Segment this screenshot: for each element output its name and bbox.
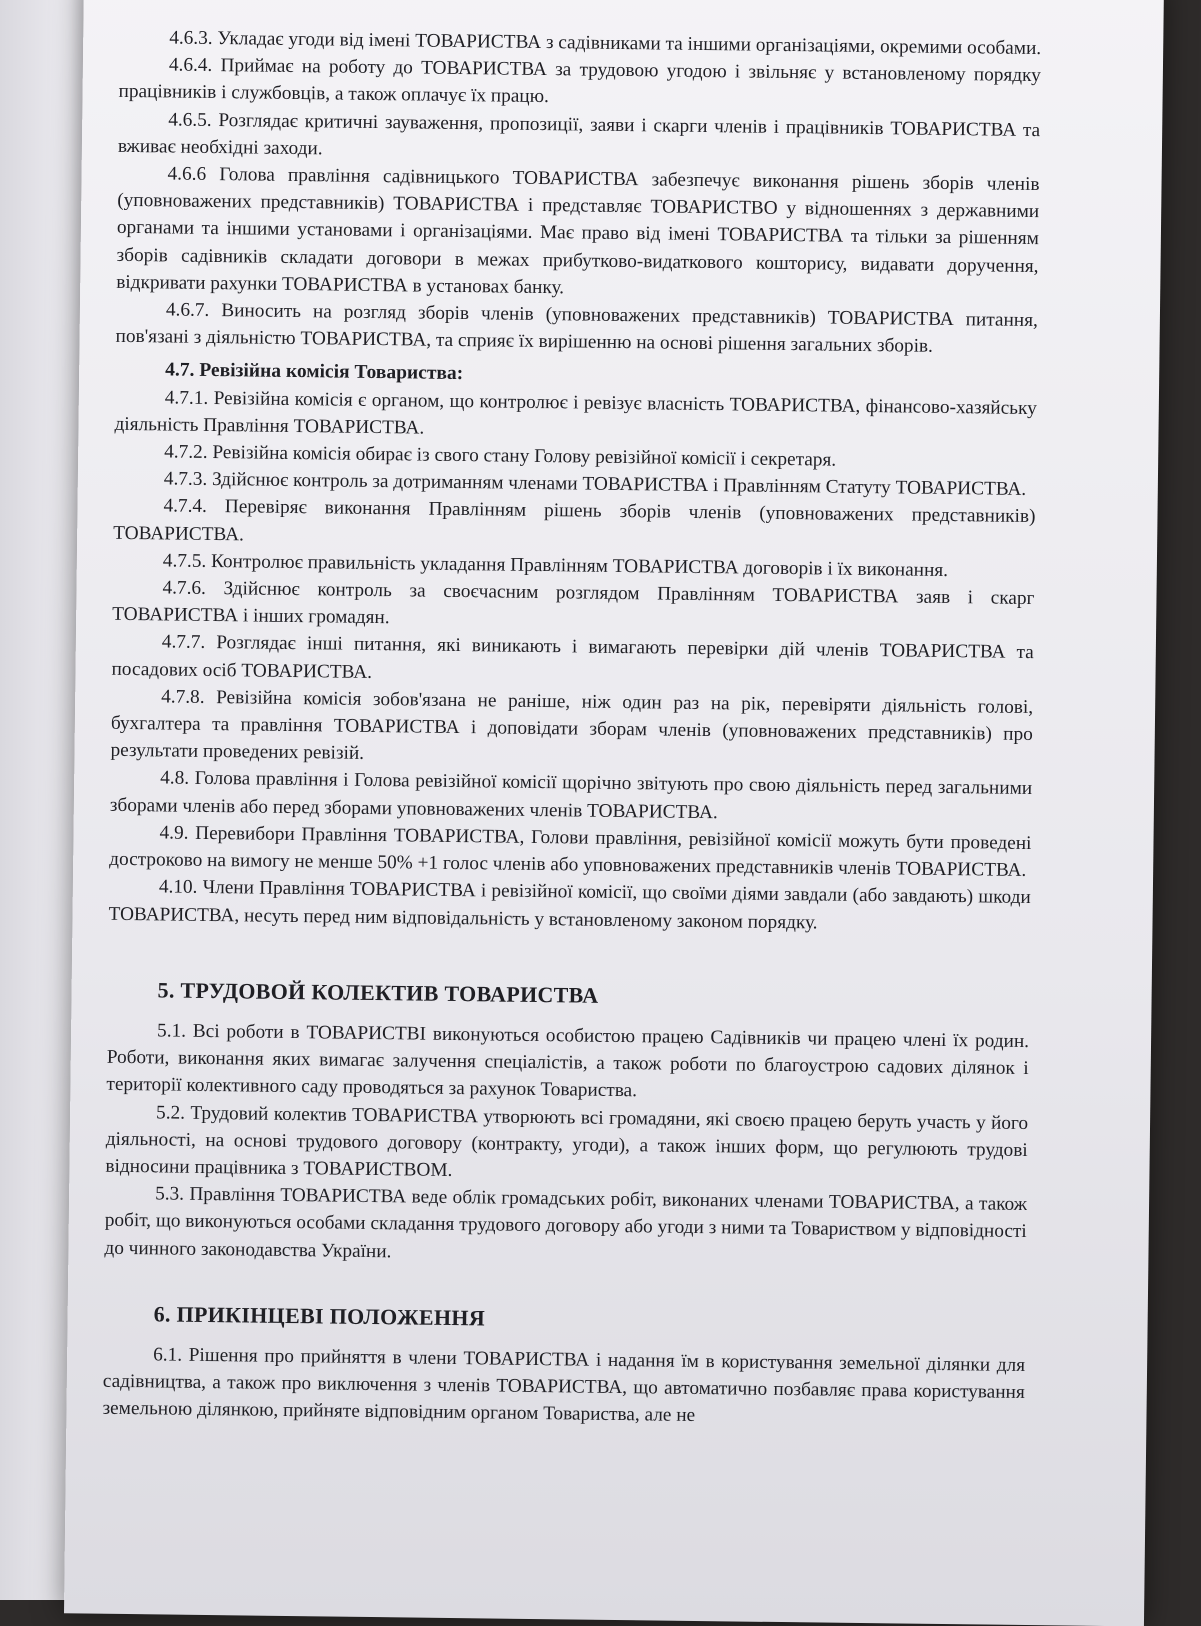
paragraph-5-1: 5.1. Всі роботи в ТОВАРИСТВІ виконуються особистою працею Садівників чи працею члені їх родин. Роботи, виконання яких вимагає залучення спеціалістів, а також роботи по благоустрою садових ділянок і території колективного саду проводяться за рахунок Товариства. (106, 1020, 1030, 1102)
paragraph-4-7-8: 4.7.8. Ревізійна комісія зобов'язана не раніше, ніж один раз на рік, перевіряти діяльність голові, бухгалтера та правління ТОВАРИСТВА і доповідати зборам членів (уповноважених представників) про результати проведених ревізій. (110, 686, 1034, 765)
paragraph-4-7-2: 4.7.2. Ревізійна комісія обирає із свого стану Голову ревізійної комісії і секретаря. (164, 441, 837, 471)
document-page (64, 0, 1164, 1626)
paragraph-4-7-5: 4.7.5. Контролює правильність укладання Правлінням ТОВАРИСТВА договорів і їх виконання. (162, 550, 949, 581)
paragraph-4-6-6: 4.6.6 Голова правління садівницького ТОВАРИСТВА забезпечує виконання рішень зборів членів (уповноважених представників) ТОВАРИСТВА і представляє ТОВАРИСТВО у відношеннях з державними органами та іншими установами і організаціями. Має право від імені ТОВАРИСТВА та тільки за рішенням зборів садівників складати договори в межах прибутково-видаткового кошторису, видавати доручення, відкривати рахунки ТОВАРИСТВА в установах банку. (116, 163, 1040, 299)
section-5-heading: 5. ТРУДОВОЙ КОЛЕКТИВ ТОВАРИСТВА (157, 977, 599, 1008)
paragraph-6-1: 6.1. Рішення про прийняття в члени ТОВАРИСТВА і надання їм в користування земельної ділянки для садівництва, а також про виключення з членів ТОВАРИСТВА, що автоматично позбавляє права користування земельною ділянкою, прийняте відповідним органом Товариства, але не (102, 1344, 1026, 1427)
paragraph-4-10: 4.10. Члени Правління ТОВАРИСТВА і ревізійної комісії, що своїми діями завдали (або завдають) шкоди ТОВАРИСТВА, несуть перед ним відповідальність у встановленому законом порядку. (108, 876, 1031, 933)
page-content (102, 24, 1041, 1434)
paragraph-4-6-3: 4.6.3. Укладає угоди від імені ТОВАРИСТВА з садівниками та іншими організаціями, окремими особами. (169, 27, 1042, 60)
paragraph-4-6-5: 4.6.5. Розглядає критичні зауваження, пропозиції, заяви і скарги членів і працівників ТОВАРИСТВА та вживає необхідні заходи. (117, 109, 1041, 160)
paragraph-5-2: 5.2. Трудовий колектив ТОВАРИСТВА утворюють всі громадяни, які своєю працею беруть участь у його діяльності, на основі трудового договору (контракту, угоди), а також інших форм, що регулюють трудові відносини працівника з ТОВАРИСТВОМ. (105, 1101, 1029, 1181)
section-6-heading: 6. ПРИКІНЦЕВІ ПОЛОЖЕННЯ (153, 1301, 486, 1331)
paragraph-4-7-6: 4.7.6. Здійснює контроль за своєчасним розглядом Правлінням ТОВАРИСТВА заяв і скарг ТОВАРИСТВА і інших громадян. (112, 577, 1035, 629)
paragraph-4-9: 4.9. Перевибори Правління ТОВАРИСТВА, Голови правління, ревізійної комісії можуть бути проведені достроково на вимогу не менше 50% +1 голос членів або уповноважених представників членів ТОВАРИСТВА. (109, 822, 1032, 882)
paragraph-4-8: 4.8. Голова правління і Голова ревізійної комісії щорічно звітують про свою діяльність перед загальними зборами членів або перед зборами уповноважених членів ТОВАРИСТВА. (109, 767, 1033, 823)
paragraph-4-6-4: 4.6.4. Приймає на роботу до ТОВАРИСТВА за трудовою угодою і звільняє у встановленому порядку працівників і службовців, а також оплачує їх працю. (118, 54, 1041, 108)
section-4-7-heading: 4.7. Ревізійна комісія Товариства: (165, 359, 464, 385)
paragraph-4-7-4: 4.7.4. Перевіряє виконання Правлінням рішень зборів членів (уповноважених представників) ТОВАРИСТВА. (113, 495, 1036, 546)
paragraph-4-6-7: 4.6.7. Виносить на розгляд зборів членів (уповноважених представників) ТОВАРИСТВА питання, пов'язані з діяльністю ТОВАРИСТВА, та сприяє їх вирішенню на основі рішення загальних зборів. (115, 299, 1038, 358)
paragraph-5-3: 5.3. Правління ТОВАРИСТВА веде облік громадських робіт, виконаних членами ТОВАРИСТВА, а також робіт, що виконуються особами складання трудового договору або угоди з ними та Товариством у відповідності до чинного законодавства України. (104, 1183, 1028, 1262)
paragraph-4-7-3: 4.7.3. Здійснює контроль за дотриманням членами ТОВАРИСТВА і Правлінням Статуту ТОВАРИСТВА. (163, 468, 1027, 501)
paragraph-4-7-1: 4.7.1. Ревізійна комісія є органом, що контролює і ревізує власність ТОВАРИСТВА, фінансово-хазяйську діяльність Правління ТОВАРИСТВА. (114, 387, 1037, 439)
paragraph-4-7-7: 4.7.7. Розглядає інші питання, які виникають і вимагають перевірки дій членів ТОВАРИСТВА та посадових осіб ТОВАРИСТВА. (111, 631, 1034, 683)
